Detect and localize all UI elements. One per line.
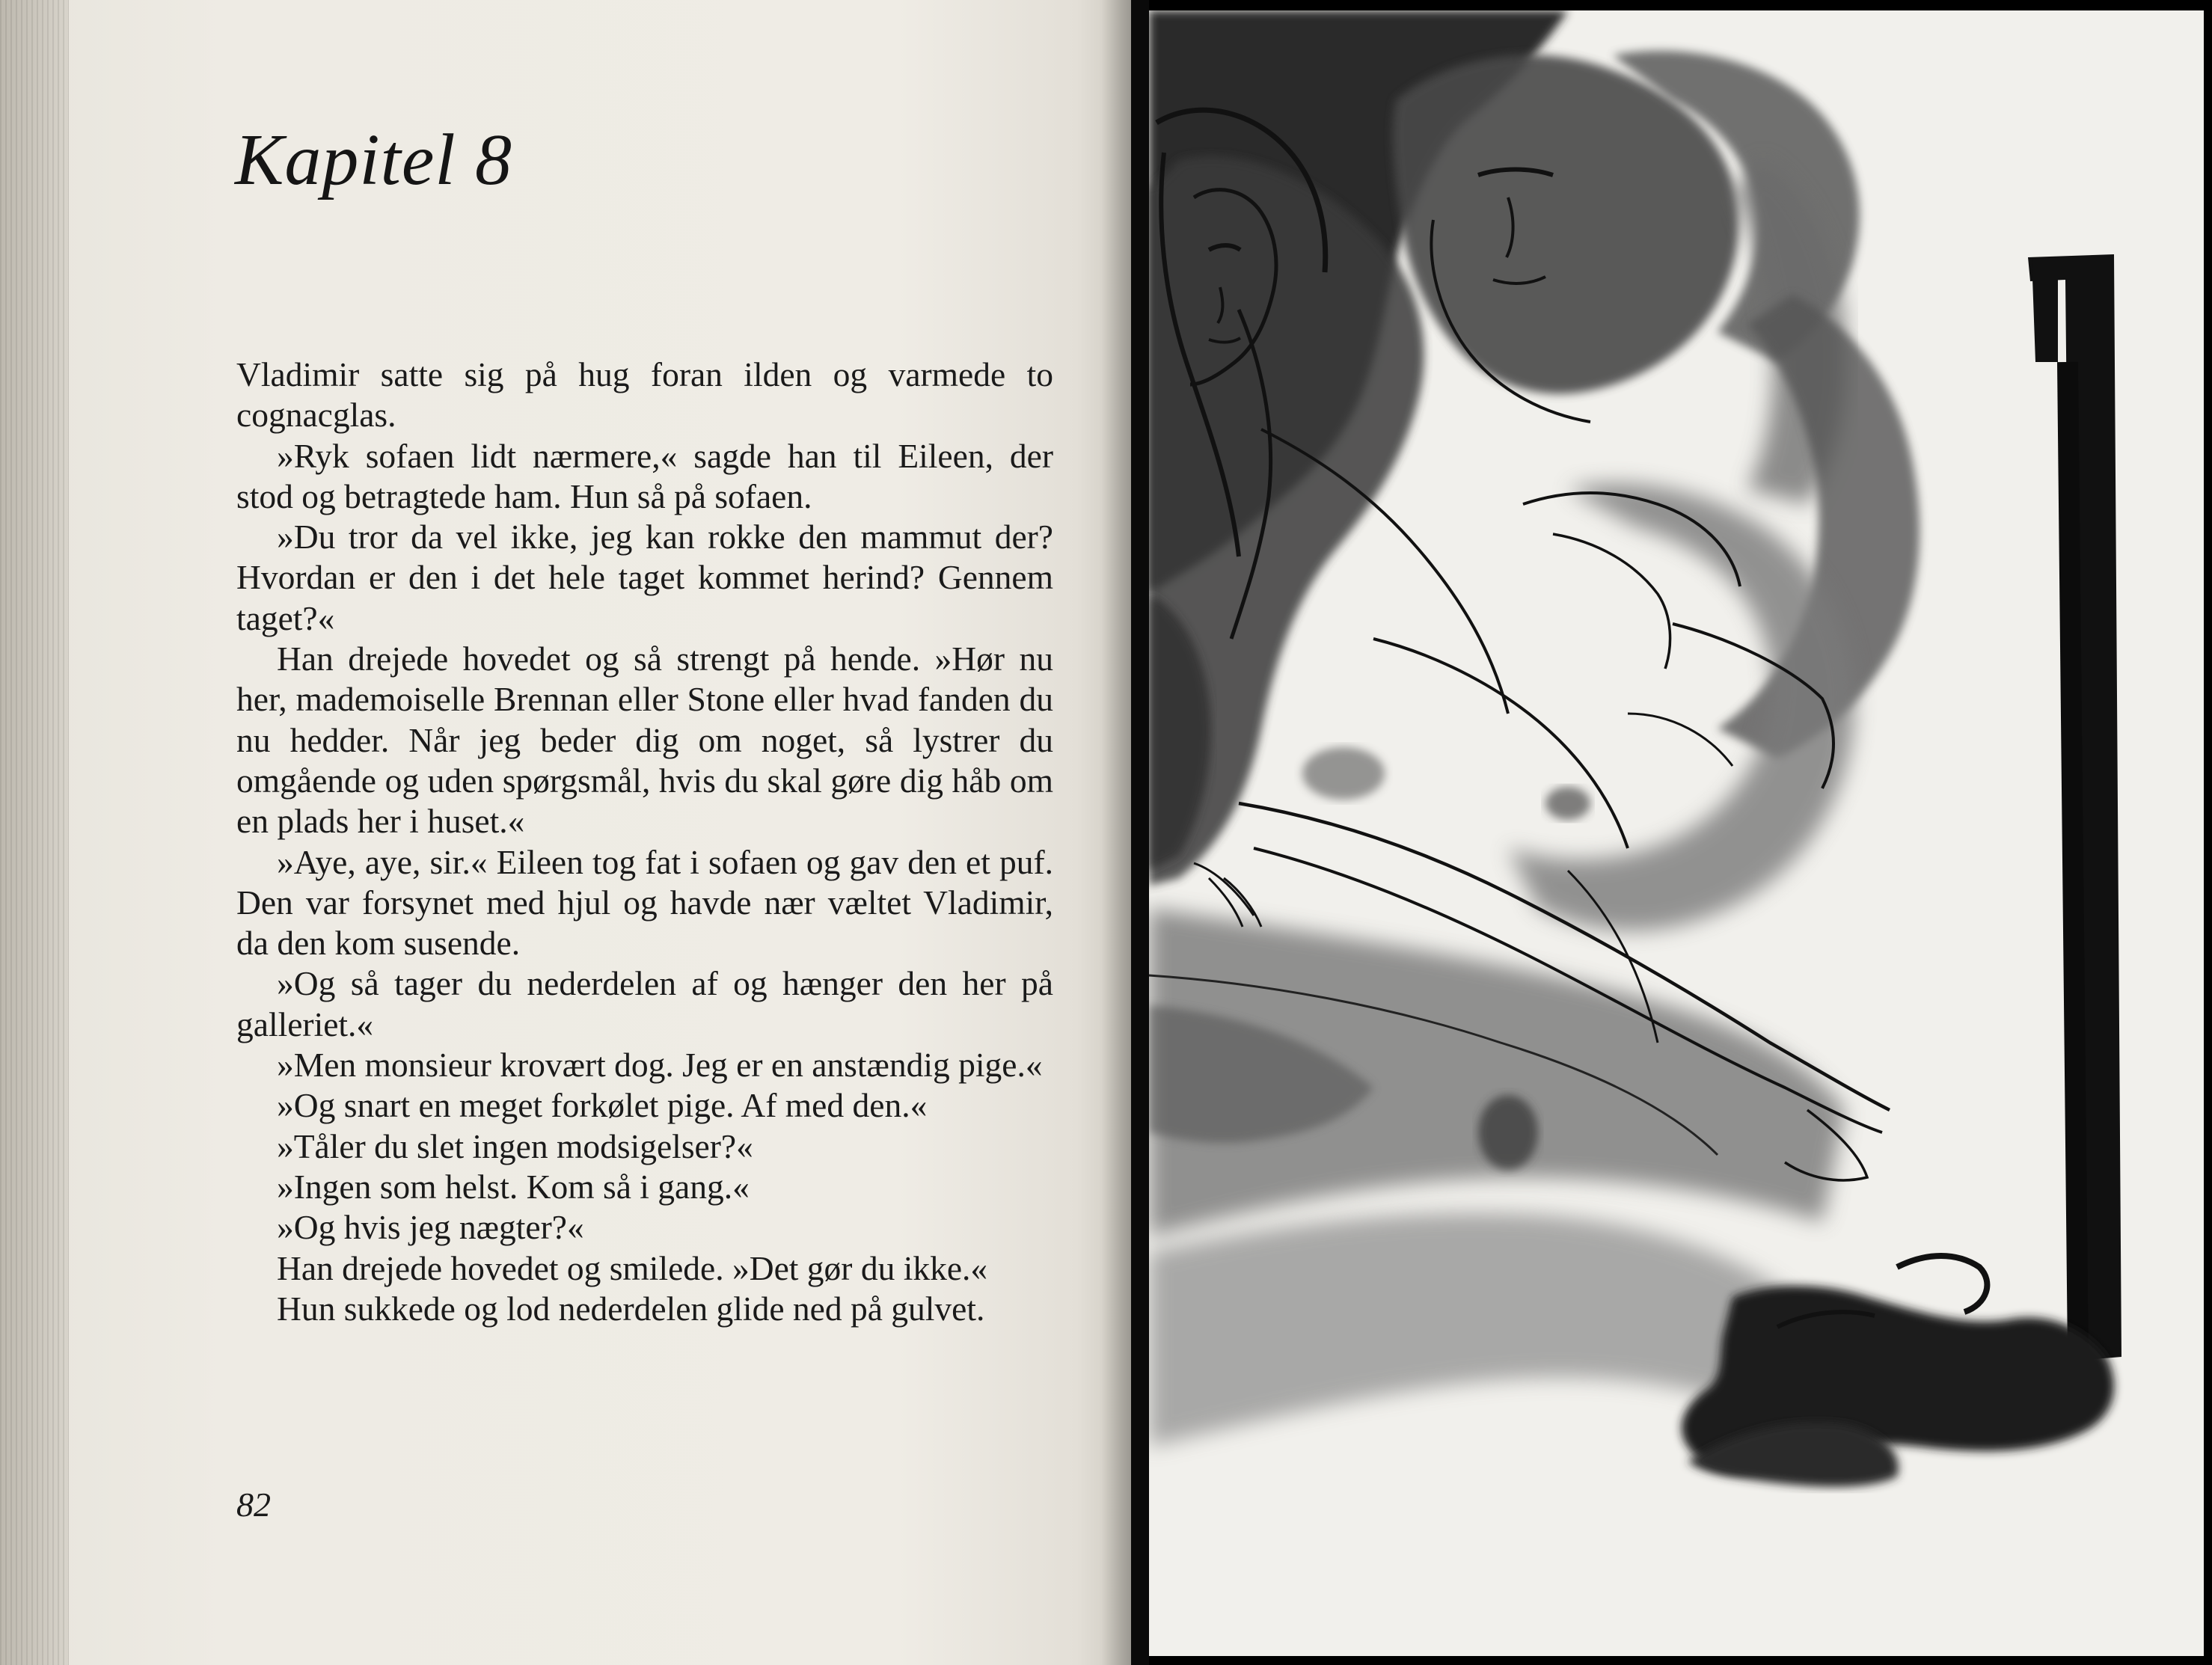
book-spine bbox=[1131, 0, 1149, 1665]
paragraph: Han drejede hovedet og smilede. »Det gør du ikke.« bbox=[277, 1248, 988, 1287]
ink-wash-illustration bbox=[1149, 10, 2204, 1656]
paragraph: »Aye, aye, sir.« Eileen tog fat i sofaen og gav den et puf. Den var forsynet med hjul og havde nær væltet Vladimir, da den kom susende. bbox=[236, 842, 1053, 963]
right-page bbox=[1149, 10, 2204, 1656]
paragraph: »Og så tager du nederdelen af og hænger den her på galleriet.« bbox=[236, 964, 1053, 1043]
paragraph: »Ingen som helst. Kom så i gang.« bbox=[277, 1167, 750, 1206]
paragraph: Vladimir satte sig på hug foran ilden og varmede to cognacglas. bbox=[236, 355, 1053, 435]
paragraph: »Og snart en meget forkølet pige. Af med den.« bbox=[277, 1086, 928, 1125]
page-number: 82 bbox=[236, 1485, 271, 1524]
paragraph: Hun sukkede og lod nederdelen glide ned på gulvet. bbox=[277, 1289, 985, 1328]
paragraph: Han drejede hovedet og så strengt på hende. »Hør nu her, mademoiselle Brennan eller Stone eller hvad fanden du nu hedder. Når jeg beder dig om noget, så lystrer du omgående og uden spørgsmål, hvis du skal gøre dig håb om en plads her i huset.« bbox=[236, 640, 1053, 841]
gutter-shadow bbox=[1101, 0, 1131, 1665]
paragraph: »Du tror da vel ikke, jeg kan rokke den mammut der? Hvordan er den i det hele taget kommet herind? Gennem taget?« bbox=[236, 518, 1053, 637]
body-text bbox=[236, 355, 1053, 1329]
paragraph: »Og hvis jeg nægter?« bbox=[277, 1208, 584, 1247]
paragraph: »Ryk sofaen lidt nærmere,« sagde han til Eileen, der stod og betragtede ham. Hun så på sofaen. bbox=[236, 436, 1053, 515]
paragraph: »Tåler du slet ingen modsigelser?« bbox=[277, 1126, 753, 1165]
paragraph: »Men monsieur krovært dog. Jeg er en anstændig pige.« bbox=[277, 1046, 1043, 1085]
page-edge-stack bbox=[0, 0, 69, 1665]
chapter-title: Kapitel 8 bbox=[235, 120, 513, 200]
